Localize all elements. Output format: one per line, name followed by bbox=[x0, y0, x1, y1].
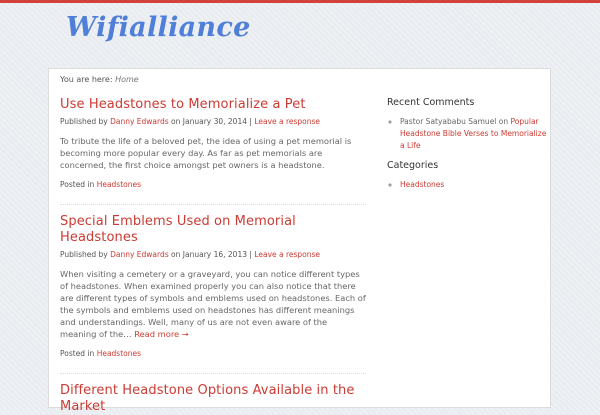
post-title-link[interactable]: Special Emblems Used on Memorial Headstones bbox=[60, 214, 296, 245]
published-by-label: Published by bbox=[60, 250, 108, 259]
on-label: on bbox=[171, 117, 181, 126]
main-content bbox=[60, 97, 366, 415]
categories-list bbox=[387, 179, 547, 191]
comment-post-link[interactable]: Popular Headstone Bible Verses to Memorialize a Life bbox=[400, 117, 547, 150]
leave-response-link[interactable]: Leave a response bbox=[254, 250, 321, 259]
post-divider bbox=[60, 373, 366, 374]
post-title-link[interactable]: Different Headstone Options Available in the Market bbox=[60, 383, 355, 414]
posted-in-label: Posted in bbox=[60, 349, 95, 358]
post-date: January 16, 2013 bbox=[182, 250, 247, 259]
recent-comments-widget bbox=[387, 97, 547, 152]
post-divider bbox=[60, 204, 366, 205]
post-meta bbox=[60, 250, 366, 260]
posted-in-label: Posted in bbox=[60, 180, 95, 189]
category-link[interactable]: Headstones bbox=[96, 349, 142, 358]
category-item bbox=[400, 179, 547, 191]
post-1 bbox=[60, 97, 366, 190]
post-categories bbox=[60, 180, 366, 190]
on-label: on bbox=[171, 250, 181, 259]
recent-comment-item bbox=[400, 116, 547, 152]
post-categories bbox=[60, 349, 366, 359]
post-2 bbox=[60, 214, 366, 359]
site-title-link[interactable]: Wifialliance bbox=[66, 12, 251, 43]
author-link[interactable]: Danny Edwards bbox=[110, 250, 169, 259]
author-link[interactable]: Danny Edwards bbox=[110, 117, 169, 126]
categories-widget bbox=[387, 160, 547, 191]
post-title-link[interactable]: Use Headstones to Memorialize a Pet bbox=[60, 97, 306, 112]
content-container bbox=[48, 68, 551, 414]
leave-response-link[interactable]: Leave a response bbox=[254, 117, 321, 126]
breadcrumb-prefix: You are here: bbox=[60, 75, 113, 84]
category-link[interactable]: Headstones bbox=[400, 180, 445, 189]
breadcrumb-current: Home bbox=[115, 75, 139, 84]
sidebar bbox=[387, 97, 547, 191]
post-excerpt: To tribute the life of a beloved pet, the idea of using a pet memorial is becoming more popular every day. As far as pet memorials are concerned, the first choice amongst pet owners is a headstone. bbox=[60, 136, 352, 170]
widget-title: Categories bbox=[387, 160, 439, 171]
read-more-link[interactable]: Read more → bbox=[134, 329, 189, 339]
post-3 bbox=[60, 383, 366, 415]
recent-comments-list bbox=[387, 116, 547, 152]
published-by-label: Published by bbox=[60, 117, 108, 126]
post-meta bbox=[60, 117, 366, 127]
breadcrumb bbox=[60, 75, 139, 84]
meta-separator: | bbox=[249, 250, 252, 259]
post-excerpt bbox=[60, 268, 366, 340]
widget-title: Recent Comments bbox=[387, 97, 475, 108]
top-accent-bar bbox=[0, 0, 600, 3]
comment-on-label: on bbox=[498, 117, 509, 126]
meta-separator: | bbox=[249, 117, 252, 126]
post-date: January 30, 2014 bbox=[182, 117, 247, 126]
comment-author: Pastor Satyababu Samuel bbox=[400, 117, 497, 126]
category-link[interactable]: Headstones bbox=[96, 180, 142, 189]
post-excerpt-text: When visiting a cemetery or a graveyard, you can notice different types of headstones. When examined properly you can also notice that there are different types of symbols and emblems used on headstones. Each of the symbols and emblems used on headstones has different meanings and understandings. Well, many of us are not even aware of the meaning of the… bbox=[60, 269, 366, 339]
